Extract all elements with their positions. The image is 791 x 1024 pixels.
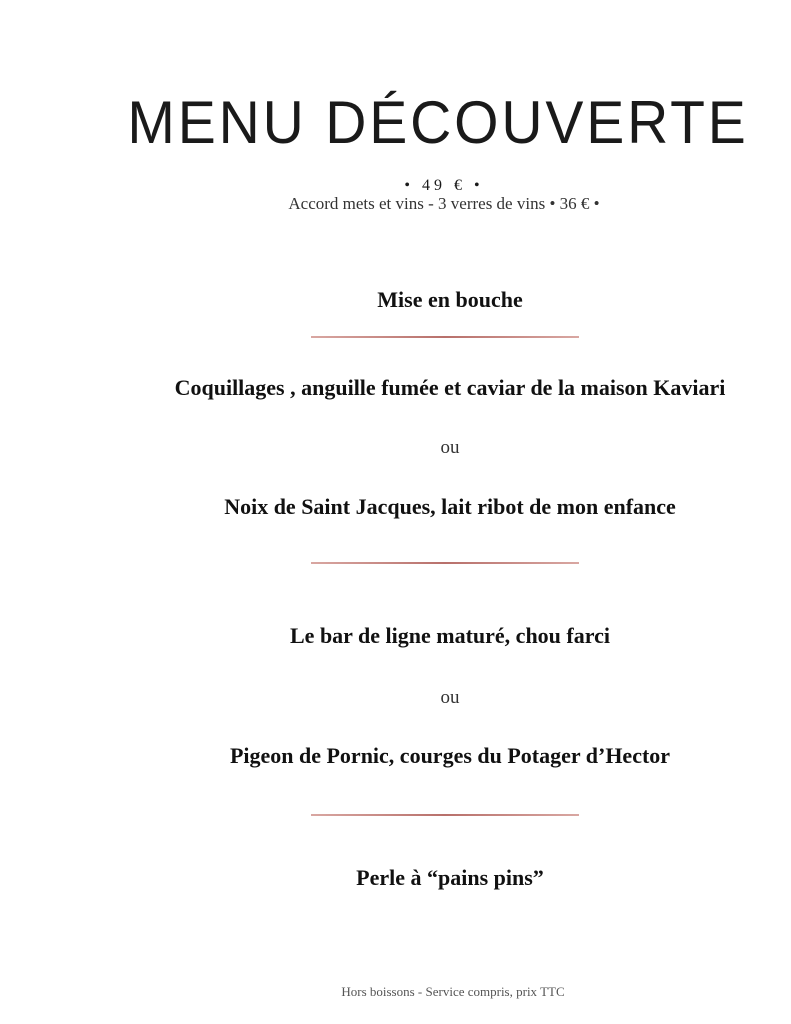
section-divider-2 [311,562,579,564]
starter-or-label: ou [440,437,460,458]
section-divider-1 [311,336,579,338]
course-amuse-bouche: Mise en bouche [377,287,523,312]
course-dessert: Perle à “pains pins” [356,865,544,890]
course-starter-option-1: Coquillages , anguille fumée et caviar de la maison Kaviari [174,375,726,400]
main-or-label: ou [440,687,460,708]
wine-pairing: Accord mets et vins - 3 verres de vins • 36 € • [288,194,600,213]
course-main-option-1: Le bar de ligne maturé, chou farci [290,623,610,648]
menu-title: MENU DÉCOUVERTE [127,89,749,156]
course-main-option-2: Pigeon de Pornic, courges du Potager d’Hector [229,743,671,768]
menu-price: • 49 € • [404,177,484,194]
course-starter-option-2: Noix de Saint Jacques, lait ribot de mon enfance [224,494,676,519]
section-divider-3 [311,814,579,816]
menu-footer: Hors boissons - Service compris, prix TTC [341,984,565,999]
